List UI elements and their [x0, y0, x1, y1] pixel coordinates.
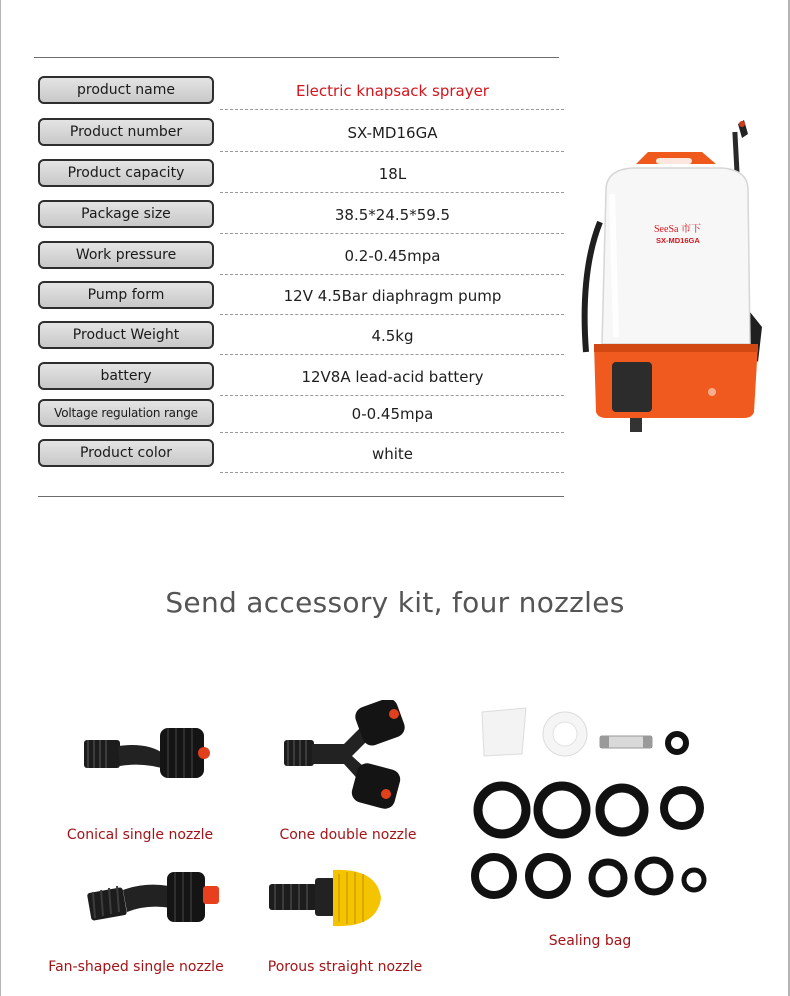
spec-value: Electric knapsack sprayer — [296, 82, 489, 100]
spec-row-package-size — [38, 200, 564, 240]
row-separator — [220, 151, 564, 152]
spec-label: Product capacity — [38, 159, 214, 187]
spec-label: battery — [38, 362, 214, 390]
spec-value: 38.5*24.5*59.5 — [334, 206, 451, 224]
spec-row-product-weight — [38, 321, 564, 361]
spec-label: Product number — [38, 118, 214, 146]
spec-row-product-color — [38, 439, 564, 479]
conical-single-nozzle-image — [78, 718, 218, 798]
row-separator — [220, 192, 564, 193]
spec-row-product-capacity — [38, 159, 564, 199]
caption-sealing-bag: Sealing bag — [548, 933, 632, 949]
spec-label: Pump form — [38, 281, 214, 309]
caption-porous-straight-nozzle: Porous straight nozzle — [267, 959, 423, 975]
spec-value: 12V8A lead-acid battery — [301, 368, 484, 386]
sealing-bag-parts-image — [468, 704, 713, 909]
spec-value: 0.2-0.45mpa — [344, 247, 441, 265]
row-separator — [220, 354, 564, 355]
spec-table-top-rule — [34, 57, 559, 58]
caption-fan-shaped-single-nozzle: Fan-shaped single nozzle — [48, 959, 224, 975]
spec-row-voltage-regulation-range — [38, 399, 564, 439]
spec-value: 18L — [378, 165, 407, 183]
spec-label: Package size — [38, 200, 214, 228]
spec-label: Voltage regulation range — [38, 399, 214, 427]
row-separator — [220, 314, 564, 315]
spec-row-battery — [38, 362, 564, 402]
spec-label: Product Weight — [38, 321, 214, 349]
row-separator — [220, 472, 564, 473]
spec-row-pump-form — [38, 281, 564, 321]
row-separator — [220, 432, 564, 433]
spec-row-product-name — [38, 76, 564, 116]
row-separator — [220, 109, 564, 110]
spec-value: 4.5kg — [371, 327, 414, 345]
spec-table-bottom-rule — [38, 496, 564, 497]
cone-double-nozzle-image — [278, 700, 408, 810]
spec-label: product name — [38, 76, 214, 104]
caption-conical-single-nozzle: Conical single nozzle — [66, 827, 214, 843]
caption-cone-double-nozzle: Cone double nozzle — [279, 827, 417, 843]
knapsack-sprayer-image — [572, 112, 777, 442]
row-separator — [220, 395, 564, 396]
row-separator — [220, 274, 564, 275]
row-separator — [220, 233, 564, 234]
spec-row-work-pressure — [38, 241, 564, 281]
spec-label: Work pressure — [38, 241, 214, 269]
sprayer-brand-text: SeeSa 市下 — [654, 224, 701, 235]
porous-straight-nozzle-image — [265, 866, 390, 930]
spec-value: 12V 4.5Bar diaphragm pump — [283, 287, 502, 305]
fan-shaped-single-nozzle-image — [85, 868, 225, 936]
accessory-headline: Send accessory kit, four nozzles — [165, 586, 625, 619]
spec-row-product-number — [38, 118, 564, 158]
sprayer-model-text: SX-MD16GA — [656, 236, 700, 245]
page-border-left — [0, 0, 1, 996]
spec-label: Product color — [38, 439, 214, 467]
spec-value: SX-MD16GA — [347, 124, 438, 142]
spec-value: white — [371, 445, 414, 463]
spec-value: 0-0.45mpa — [351, 405, 434, 423]
